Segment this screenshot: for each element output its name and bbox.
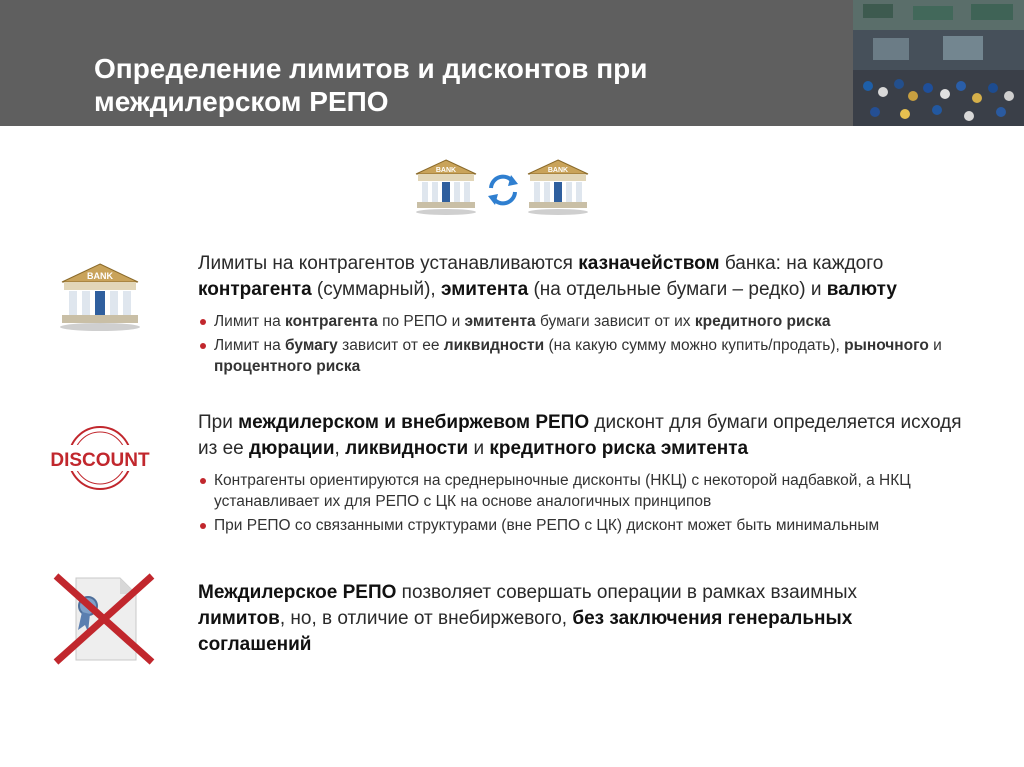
title-line-2: междилерском РЕПО: [94, 86, 389, 117]
header-bar: [0, 0, 1024, 126]
discount-lead-text: При междилерском и внебиржевом РЕПО дисконт для бумаги определяется исходя из ее дюрации, ликвидности и кредитного риска эмитента: [198, 412, 962, 459]
discount-stamp-icon: [50, 425, 150, 496]
discount-bullets: [198, 470, 968, 536]
discount-section: [198, 410, 968, 539]
limits-lead-text: Лимиты на контрагентов устанавливаются казначейством банка: на каждого контрагента (суммарный), эмитента (на отдельные бумаги – редко) и валюту: [198, 253, 897, 300]
limits-section: [198, 251, 958, 380]
trading-floor-photo: [853, 0, 1024, 126]
limits-bullets: [198, 311, 958, 377]
list-item: При РЕПО со связанными структурами (вне РЕПО с ЦК) дисконт может быть минимальным: [198, 515, 968, 536]
svg-text:BANK: BANK: [547, 167, 569, 174]
page-title: [94, 52, 834, 118]
bank-icon: [414, 158, 478, 221]
interdealer-section: [198, 580, 918, 658]
title-line-1: Определение лимитов и дисконтов при: [94, 53, 648, 84]
list-item: Лимит на бумагу зависит от ее ликвидности (на какую сумму можно купить/продать), рыночного и процентного риска: [198, 335, 958, 377]
interdealer-lead-text: Междилерское РЕПО позволяет совершать операции в рамках взаимных лимитов, но, в отличие от внебиржевого, без заключения генеральных соглашений: [198, 582, 857, 655]
bank-icon: [526, 158, 590, 221]
svg-text:DISCOUNT: DISCOUNT: [50, 450, 150, 471]
exchange-arrows-icon: [485, 172, 521, 213]
list-item: Контрагенты ориентируются на среднерыночные дисконты (НКЦ) с некоторой надбавкой, а НКЦ устанавливает их для РЕПО с ЦК на основе аналогичных принципов: [198, 470, 968, 512]
bank-icon: [58, 262, 142, 337]
list-item: Лимит на контрагента по РЕПО и эмитента бумаги зависит от их кредитного риска: [198, 311, 958, 332]
crossed-agreement-icon: [52, 572, 158, 671]
svg-text:BANK: BANK: [435, 167, 457, 174]
svg-text:BANK: BANK: [87, 271, 113, 281]
